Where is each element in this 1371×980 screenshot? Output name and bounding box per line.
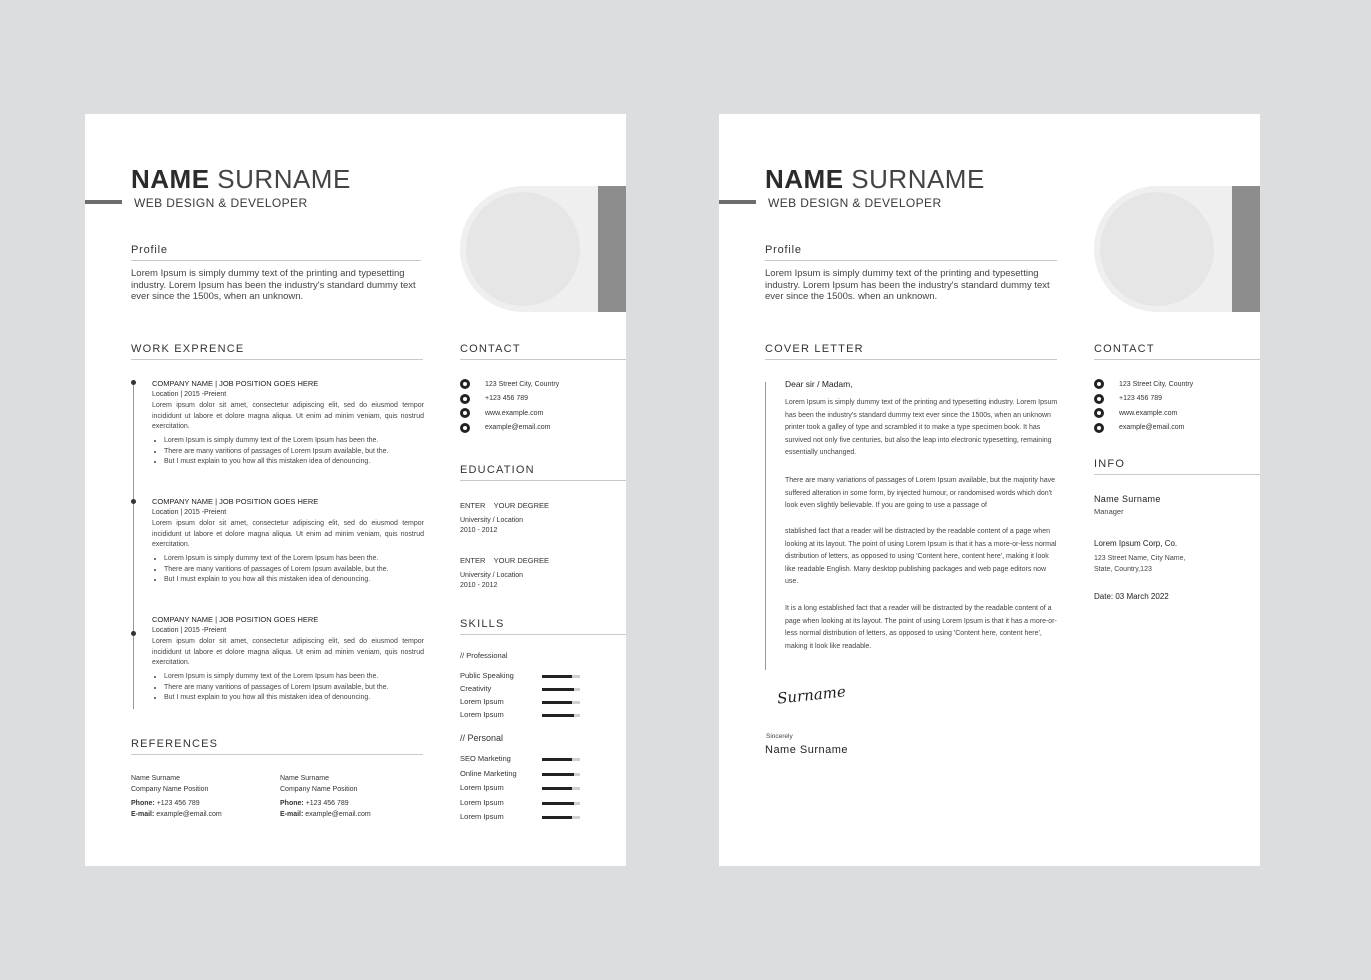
list-item: • Lorem Ipsum is simply dummy text of the Lorem Ipsum has been the. <box>164 672 424 683</box>
photo-accent-bar <box>1232 186 1260 312</box>
sincerely: Sincerely <box>766 733 793 740</box>
skill-item: Lorem Ipsum <box>460 710 590 723</box>
skills-heading: SKILLS <box>460 618 505 630</box>
info-name: Name Surname <box>1094 494 1161 504</box>
reference-item: Name Surname Company Name Position Phone: +123 456 789 E-mail: example@email.com <box>131 775 222 818</box>
cover-name: NAME SURNAME <box>765 164 985 194</box>
phone-icon <box>1094 394 1104 404</box>
job-description: Lorem ipsum dolor sit amet, consectetur adipiscing elit, sed do eiusmod tempor incididunt ut labore et dolore magna aliqua. Ut enim ad minim veniam, quis nostrud exercitation. <box>152 520 424 549</box>
list-item: • But I must explain to you how all this mistaken idea of denouncing. <box>164 693 424 704</box>
divider <box>131 260 421 261</box>
letter-paragraph: It is a long established fact that a reader will be distracted by the readable content of a page when looking at its layout. The point of using Lorem Ipsum is that it has a more-or-less normal distribution of letters, as opposed to using 'Content here, content here', making it look like readable. <box>785 605 1057 650</box>
job-location: Location | 2015 -Preient <box>152 627 227 634</box>
skill-bar <box>542 688 580 691</box>
skill-item: Lorem Ipsum <box>460 783 590 798</box>
contact-email: example@email.com <box>1094 421 1193 436</box>
letter-date: Date: 03 March 2022 <box>1094 592 1169 601</box>
skill-item: Creativity <box>460 684 590 697</box>
location-pin-icon <box>460 379 470 389</box>
personal-label: // Personal <box>460 733 504 743</box>
skill-item: Lorem Ipsum <box>460 812 590 827</box>
photo-placeholder <box>1100 192 1214 306</box>
university: University / Location <box>460 572 524 579</box>
cover-letter-heading: COVER LETTER <box>765 343 864 355</box>
skill-item: Lorem Ipsum <box>460 697 590 710</box>
personal-skills <box>460 754 590 827</box>
divider <box>1094 474 1260 475</box>
info-heading: INFO <box>1094 458 1126 470</box>
photo-accent-bar <box>598 186 626 312</box>
reference-name: Name Surname <box>131 775 181 782</box>
letter-rule <box>765 382 766 670</box>
job-entry <box>152 497 424 586</box>
reference-position: Company Name Position <box>131 785 209 793</box>
job-title: COMPANY NAME | JOB POSITION GOES HERE <box>152 379 319 388</box>
list-item: • But I must explain to you how all this mistaken idea of denouncing. <box>164 575 424 586</box>
reference-email: example@email.com <box>305 810 371 818</box>
contact-heading: CONTACT <box>460 343 521 355</box>
skill-item: Lorem Ipsum <box>460 798 590 813</box>
timeline-line <box>133 384 134 709</box>
years: 2010 - 2012 <box>460 527 498 534</box>
degree: ENTER YOUR DEGREE <box>460 556 550 565</box>
contact-phone: +123 456 789 <box>1094 392 1193 407</box>
contact-list <box>460 377 559 435</box>
reference-name: Name Surname <box>280 775 330 782</box>
reference-phone: +123 456 789 <box>156 800 200 807</box>
skill-bar <box>542 701 580 704</box>
skill-item: SEO Marketing <box>460 754 590 769</box>
cover-letter-page <box>719 114 1260 866</box>
timeline-dot <box>131 380 136 385</box>
list-item: • Lorem Ipsum is simply dummy text of the Lorem Ipsum has been the. <box>164 436 424 447</box>
profile-heading: Profile <box>131 244 168 256</box>
job-entry <box>152 615 424 704</box>
skill-item: Public Speaking <box>460 671 590 684</box>
education-heading: EDUCATION <box>460 464 535 476</box>
skill-bar <box>542 773 580 776</box>
resume-name: NAME SURNAME <box>131 164 351 194</box>
signature: Surname <box>776 682 847 708</box>
job-bullets <box>152 436 424 468</box>
company-address: 123 Street Name, City Name, State, Country,123 <box>1094 555 1186 573</box>
letter-paragraph: stablished fact that a reader will be distracted by the readable content of a page when looking at its layout. The point of using Lorem Ipsum is that it has a more-or-less normal distribution of letters, as opposed to using 'Content here, content here', making it look like readable English. Many desktop publishing packages and web page editors now use. <box>785 528 1057 586</box>
profile-text: Lorem Ipsum is simply dummy text of the printing and typesetting industry. Lorem Ipsum has been the industry's standard dummy text ever since the 1500s. when an unknown. <box>765 268 1050 302</box>
references-heading: REFERENCES <box>131 738 219 750</box>
mail-icon <box>1094 423 1104 433</box>
job-title: COMPANY NAME | JOB POSITION GOES HERE <box>152 497 319 506</box>
globe-icon <box>1094 408 1104 418</box>
name-accent-bar <box>719 200 756 204</box>
contact-heading: CONTACT <box>1094 343 1155 355</box>
contact-email: example@email.com <box>460 421 559 436</box>
divider <box>765 359 1057 360</box>
name-accent-bar <box>85 200 122 204</box>
company-name: Lorem Ipsum Corp, Co. <box>1094 539 1178 548</box>
globe-icon <box>460 408 470 418</box>
timeline-dot <box>131 631 136 636</box>
reference-position: Company Name Position <box>280 785 358 793</box>
list-item: • There are many varitions of passages of Lorem Ipsum available, but the. <box>164 565 424 576</box>
years: 2010 - 2012 <box>460 582 498 589</box>
sign-name: Name Surname <box>765 744 849 756</box>
reference-phone: +123 456 789 <box>305 800 349 807</box>
job-description: Lorem ipsum dolor sit amet, consectetur adipiscing elit, sed do eiusmod tempor incididunt ut labore et dolore magna aliqua. Ut enim ad minim veniam, quis nostrud exercitation. <box>152 638 424 667</box>
divider <box>131 359 423 360</box>
skill-item: Online Marketing <box>460 769 590 784</box>
skill-bar <box>542 714 580 717</box>
list-item: • Lorem Ipsum is simply dummy text of the Lorem Ipsum has been the. <box>164 554 424 565</box>
list-item: • But I must explain to you how all this mistaken idea of denouncing. <box>164 457 424 468</box>
skill-bar <box>542 816 580 819</box>
contact-website: www.example.com <box>460 406 559 421</box>
phone-icon <box>460 394 470 404</box>
education-item <box>460 501 549 534</box>
divider <box>460 359 626 360</box>
photo-placeholder <box>466 192 580 306</box>
contact-phone: +123 456 789 <box>460 392 559 407</box>
location-pin-icon <box>1094 379 1104 389</box>
divider <box>131 754 423 755</box>
job-description: Lorem ipsum dolor sit amet, consectetur adipiscing elit, sed do eiusmod tempor incididunt ut labore et dolore magna aliqua. Ut enim ad minim veniam, quis nostrud exercitation. <box>152 402 424 431</box>
degree: ENTER YOUR DEGREE <box>460 501 550 510</box>
divider <box>1094 359 1260 360</box>
university: University / Location <box>460 517 524 524</box>
job-location: Location | 2015 -Preient <box>152 509 227 516</box>
timeline-dot <box>131 499 136 504</box>
job-entry <box>152 379 424 468</box>
list-item: • There are many varitions of passages of Lorem Ipsum available, but the. <box>164 447 424 458</box>
resume-page <box>85 114 626 866</box>
contact-address: 123 Street City, Country <box>460 377 559 392</box>
education-item <box>460 556 549 589</box>
letter-paragraph: There are many variations of passages of Lorem Ipsum available, but the majority have suffered alteration in some form, by injected humour, or randomised words which don't look even slightly believable. If you are going to use a passage of <box>785 477 1056 510</box>
job-bullets <box>152 554 424 586</box>
profile-text: Lorem Ipsum is simply dummy text of the printing and typesetting industry. Lorem Ipsum has been the industry's standard dummy text ever since the 1500s, when an unknown. <box>131 268 416 302</box>
profile-heading: Profile <box>765 244 802 256</box>
divider <box>765 260 1057 261</box>
job-title: COMPANY NAME | JOB POSITION GOES HERE <box>152 615 319 624</box>
letter-paragraph: Lorem Ipsum is simply dummy text of the printing and typesetting industry. Lorem Ipsum has been the industry's standard dummy text ever since the 1500s, when an unknown printer took a galley of type and scrambled it to make a type specimen book. It has survived not only five centuries, but also the leap into electronic typesetting, remaining essentially unchanged. <box>785 399 1058 457</box>
divider <box>460 634 626 635</box>
skill-bar <box>542 802 580 805</box>
cover-job-title: WEB DESIGN & DEVELOPER <box>768 196 942 210</box>
reference-email: example@email.com <box>156 810 222 818</box>
contact-website: www.example.com <box>1094 406 1193 421</box>
skill-bar <box>542 758 580 761</box>
skill-bar <box>542 675 580 678</box>
job-location: Location | 2015 -Preient <box>152 391 227 398</box>
divider <box>460 480 626 481</box>
job-bullets <box>152 672 424 704</box>
resume-job-title: WEB DESIGN & DEVELOPER <box>134 196 308 210</box>
mail-icon <box>460 423 470 433</box>
professional-skills <box>460 671 590 723</box>
reference-item: Name Surname Company Name Position Phone: +123 456 789 E-mail: example@email.com <box>280 775 371 818</box>
contact-list <box>1094 377 1193 435</box>
salutation: Dear sir / Madam, <box>785 379 853 389</box>
info-role: Manager <box>1094 507 1124 516</box>
work-heading: WORK EXPRENCE <box>131 343 245 355</box>
skill-bar <box>542 787 580 790</box>
contact-address: 123 Street City, Country <box>1094 377 1193 392</box>
professional-label: // Professional <box>460 651 508 660</box>
list-item: • There are many varitions of passages of Lorem Ipsum available, but the. <box>164 683 424 694</box>
